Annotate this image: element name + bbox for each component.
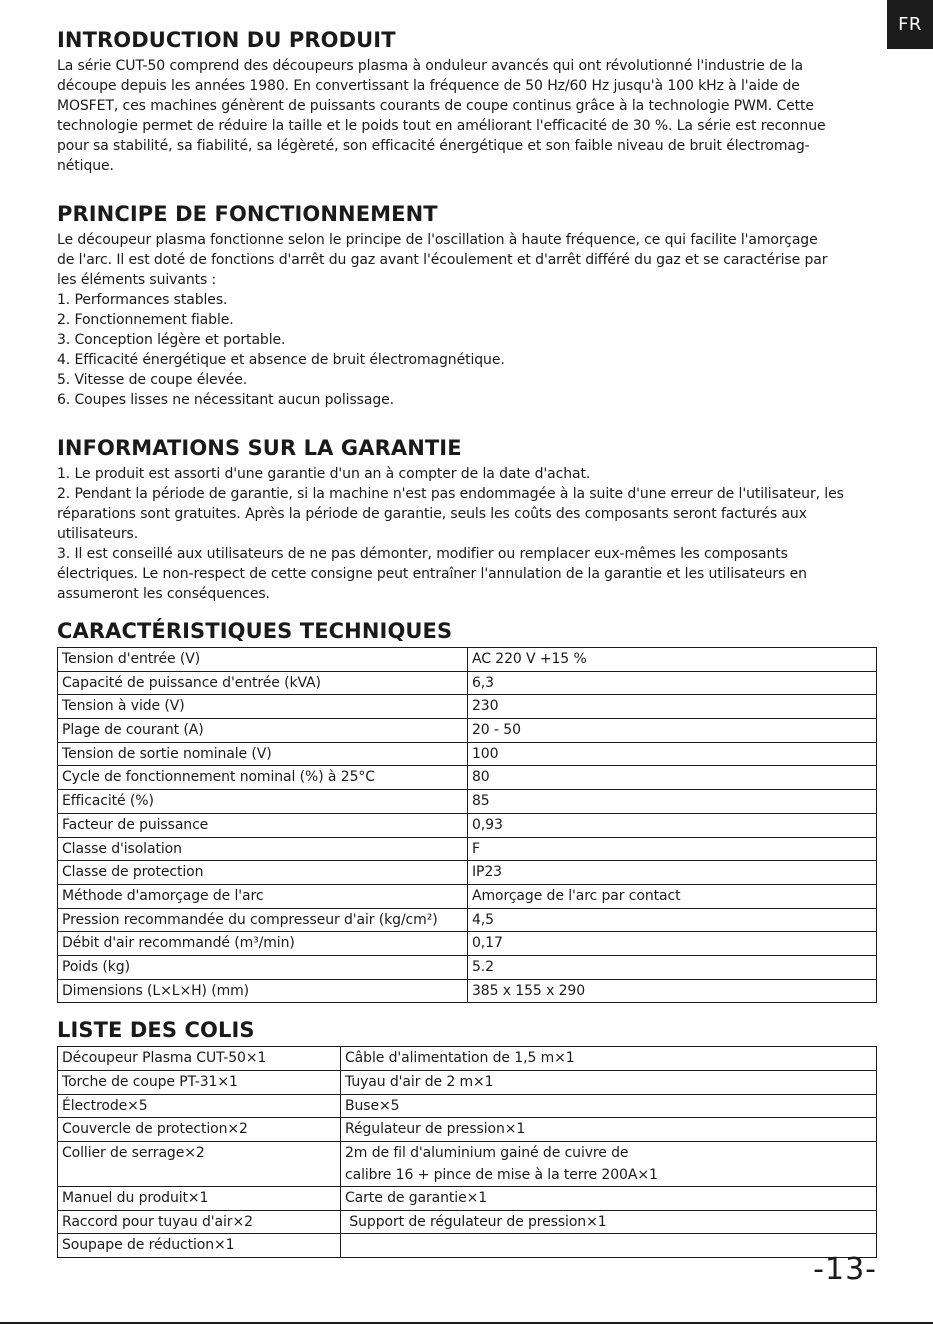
spec-value: Amorçage de l'arc par contact (468, 884, 877, 908)
principle-section (57, 198, 879, 410)
warranty-line: utilisateurs. (57, 526, 139, 542)
warranty-line: 1. Le produit est assorti d'une garantie d'un an à compter de la date d'achat. (57, 466, 591, 482)
spec-value: 6,3 (468, 671, 877, 695)
list-item: 6. Coupes lisses ne nécessitant aucun polissage. (57, 392, 394, 408)
intro-line: MOSFET, ces machines génèrent de puissants courants de coupe continus grâce à la technologie PWM. Cette (57, 98, 814, 114)
spec-label: Plage de courant (A) (58, 719, 468, 743)
specs-table (57, 647, 877, 1003)
pack-item: Collier de serrage×2 (58, 1142, 341, 1187)
warranty-line: électriques. Le non-respect de cette consigne peut entraîner l'annulation de la garantie et les utilisateurs en (57, 566, 807, 582)
pack-item: Tuyau d'air de 2 m×1 (341, 1071, 877, 1095)
pack-item: Régulateur de pression×1 (341, 1118, 877, 1142)
spec-value: 100 (468, 742, 877, 766)
pack-item: Câble d'alimentation de 1,5 m×1 (341, 1047, 877, 1071)
page-number: -13- (813, 1252, 877, 1287)
spec-label: Méthode d'amorçage de l'arc (58, 884, 468, 908)
list-item: 2. Fonctionnement fiable. (57, 312, 234, 328)
intro-paragraph (57, 56, 879, 176)
pack-item: Raccord pour tuyau d'air×2 (58, 1210, 341, 1234)
spec-label: Dimensions (L×L×H) (mm) (58, 979, 468, 1003)
warranty-paragraph (57, 464, 879, 604)
spec-value: 20 - 50 (468, 719, 877, 743)
principle-paragraph (57, 230, 879, 290)
pack-item-multiline (341, 1142, 877, 1187)
spec-label: Poids (kg) (58, 955, 468, 979)
spec-label: Capacité de puissance d'entrée (kVA) (58, 671, 468, 695)
pack-item: Découpeur Plasma CUT-50×1 (58, 1047, 341, 1071)
spec-value: AC 220 V +15 % (468, 648, 877, 672)
warranty-line: réparations sont gratuites. Après la période de garantie, seuls les coûts des composants seront facturés aux (57, 506, 807, 522)
table-row (58, 742, 877, 766)
intro-line: pour sa stabilité, sa fiabilité, sa légèreté, son efficacité énergétique et son faible niveau de bruit électromag- (57, 138, 810, 154)
specs-section (57, 615, 879, 1003)
principle-line: Le découpeur plasma fonctionne selon le principe de l'oscillation à haute fréquence, ce qui facilite l'amorçage (57, 232, 818, 248)
spec-label: Tension à vide (V) (58, 695, 468, 719)
table-row (58, 884, 877, 908)
spec-label: Tension d'entrée (V) (58, 648, 468, 672)
list-item: 3. Conception légère et portable. (57, 332, 286, 348)
spec-value: 385 x 155 x 290 (468, 979, 877, 1003)
table-row (58, 1210, 877, 1234)
warranty-line: 3. Il est conseillé aux utilisateurs de ne pas démonter, modifier ou remplacer eux-mêmes les composants (57, 546, 788, 562)
spec-value: 85 (468, 790, 877, 814)
table-row (58, 813, 877, 837)
spec-label: Tension de sortie nominale (V) (58, 742, 468, 766)
warranty-section (57, 432, 879, 604)
pack-item: Manuel du produit×1 (58, 1187, 341, 1211)
table-row (58, 1118, 877, 1142)
pack-item: Carte de garantie×1 (341, 1187, 877, 1211)
warranty-heading: INFORMATIONS SUR LA GARANTIE (57, 436, 462, 460)
specs-heading: CARACTÉRISTIQUES TECHNIQUES (57, 619, 453, 643)
table-row (58, 1094, 877, 1118)
table-row (58, 790, 877, 814)
pack-item: Buse×5 (341, 1094, 877, 1118)
spec-label: Facteur de puissance (58, 813, 468, 837)
spec-value: 230 (468, 695, 877, 719)
page-content (57, 24, 879, 1258)
intro-line: nétique. (57, 158, 114, 174)
spec-label: Cycle de fonctionnement nominal (%) à 25°C (58, 766, 468, 790)
table-row (58, 861, 877, 885)
spec-value: 0,17 (468, 932, 877, 956)
packing-section (57, 1014, 879, 1258)
list-item: 1. Performances stables. (57, 292, 228, 308)
table-row (58, 979, 877, 1003)
table-row (58, 766, 877, 790)
spec-label: Débit d'air recommandé (m³/min) (58, 932, 468, 956)
warranty-line: 2. Pendant la période de garantie, si la machine n'est pas endommagée à la suite d'une erreur de l'utilisateur, les (57, 486, 844, 502)
intro-line: découpe depuis les années 1980. En convertissant la fréquence de 50 Hz/60 Hz jusqu'à 100 kHz à l'aide de (57, 78, 800, 94)
table-row (58, 1047, 877, 1071)
pack-item: Torche de coupe PT-31×1 (58, 1071, 341, 1095)
pack-item: Support de régulateur de pression×1 (341, 1210, 877, 1234)
intro-line: technologie permet de réduire la taille et le poids tout en améliorant l'efficacité de 30 %. La série est reconnue (57, 118, 826, 134)
table-row (58, 908, 877, 932)
table-row (58, 1071, 877, 1095)
pack-item-line: 2m de fil d'aluminium gainé de cuivre de (345, 1145, 629, 1162)
pack-item: Électrode×5 (58, 1094, 341, 1118)
table-row (58, 719, 877, 743)
spec-label: Efficacité (%) (58, 790, 468, 814)
spec-value: 0,93 (468, 813, 877, 837)
intro-line: La série CUT-50 comprend des découpeurs plasma à onduleur avancés qui ont révolutionné l'industrie de la (57, 58, 804, 74)
spec-label: Classe d'isolation (58, 837, 468, 861)
spec-value: 80 (468, 766, 877, 790)
language-label: FR (898, 14, 922, 35)
principle-line: de l'arc. Il est doté de fonctions d'arrêt du gaz avant l'écoulement et d'arrêt différé du gaz et se caractérise par (57, 252, 828, 268)
table-row (58, 932, 877, 956)
packing-heading: LISTE DES COLIS (57, 1018, 255, 1043)
spec-label: Classe de protection (58, 861, 468, 885)
table-row (58, 671, 877, 695)
spec-label: Pression recommandée du compresseur d'air (kg/cm²) (58, 908, 468, 932)
intro-heading: INTRODUCTION DU PRODUIT (57, 28, 396, 52)
warranty-line: assumeront les conséquences. (57, 586, 270, 602)
intro-section (57, 24, 879, 176)
spec-value: IP23 (468, 861, 877, 885)
list-item: 5. Vitesse de coupe élevée. (57, 372, 248, 388)
pack-item: Soupape de réduction×1 (58, 1234, 341, 1258)
table-row (58, 1234, 877, 1258)
table-row (58, 837, 877, 861)
principle-heading: PRINCIPE DE FONCTIONNEMENT (57, 202, 438, 226)
spec-value: F (468, 837, 877, 861)
packing-table (57, 1046, 877, 1258)
spec-value: 5.2 (468, 955, 877, 979)
table-row (58, 955, 877, 979)
pack-item-line: calibre 16 + pince de mise à la terre 200A×1 (345, 1167, 658, 1184)
pack-item: Couvercle de protection×2 (58, 1118, 341, 1142)
principle-line: les éléments suivants : (57, 272, 217, 288)
table-row (58, 1187, 877, 1211)
table-row (58, 648, 877, 672)
list-item: 4. Efficacité énergétique et absence de bruit électromagnétique. (57, 352, 505, 368)
table-row (58, 1142, 877, 1187)
pack-item (341, 1234, 877, 1258)
principle-list (57, 290, 879, 410)
spec-value: 4,5 (468, 908, 877, 932)
language-tab (887, 0, 933, 49)
table-row (58, 695, 877, 719)
